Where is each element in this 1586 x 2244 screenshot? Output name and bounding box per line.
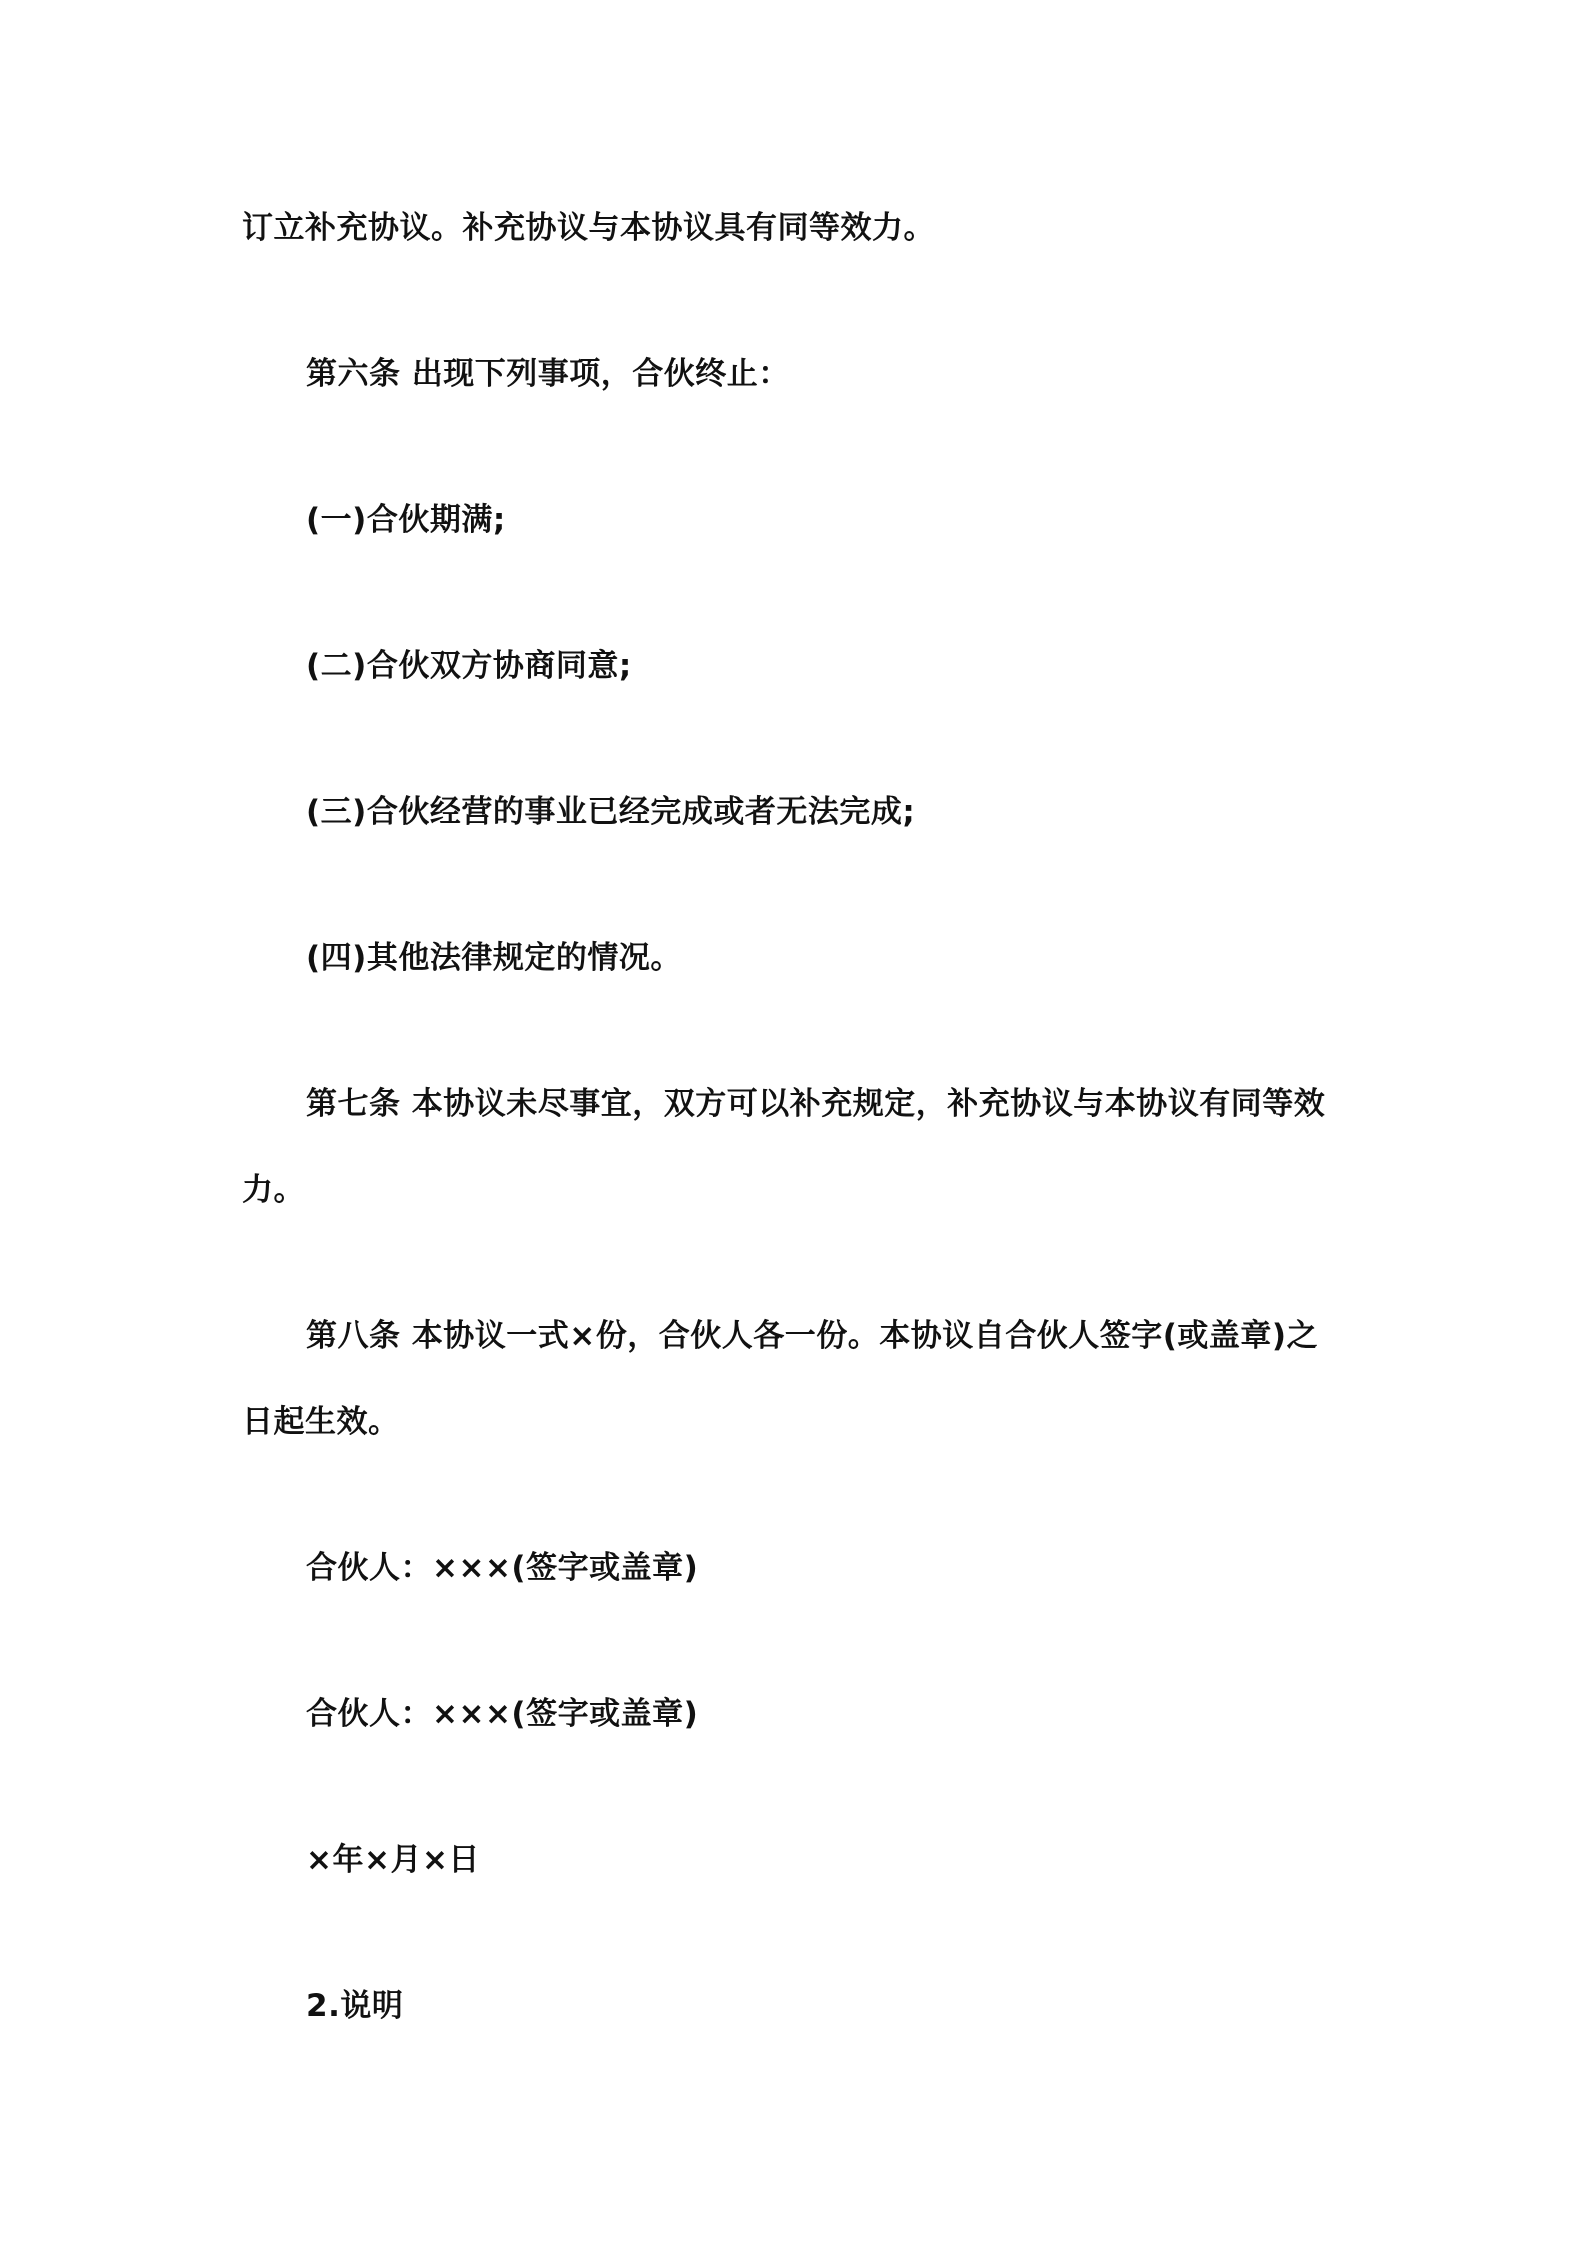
article-8-line-2: 日起生效。 (242, 1404, 400, 1440)
partner-signature-2: 合伙人：×××(签字或盖章) (306, 1696, 699, 1732)
article-8-line-1: 第八条 本协议一式×份，合伙人各一份。本协议自合伙人签字(或盖章)之 (306, 1318, 1319, 1354)
section-heading-explanation: 2.说明 (306, 1988, 404, 2024)
article-7-line-1: 第七条 本协议未尽事宜，双方可以补充规定，补充协议与本协议有同等效 (306, 1086, 1326, 1122)
signing-date: ×年×月×日 (306, 1842, 480, 1878)
partner-signature-1: 合伙人：×××(签字或盖章) (306, 1550, 699, 1586)
list-item-4: (四)其他法律规定的情况。 (306, 940, 682, 976)
list-item-3: (三)合伙经营的事业已经完成或者无法完成; (306, 794, 916, 830)
article-6-heading: 第六条 出现下列事项，合伙终止： (306, 356, 790, 392)
article-7-line-2: 力。 (242, 1172, 305, 1208)
list-item-1: (一)合伙期满; (306, 502, 506, 538)
paragraph-continuation: 订立补充协议。补充协议与本协议具有同等效力。 (242, 210, 935, 246)
list-item-2: (二)合伙双方协商同意; (306, 648, 632, 684)
